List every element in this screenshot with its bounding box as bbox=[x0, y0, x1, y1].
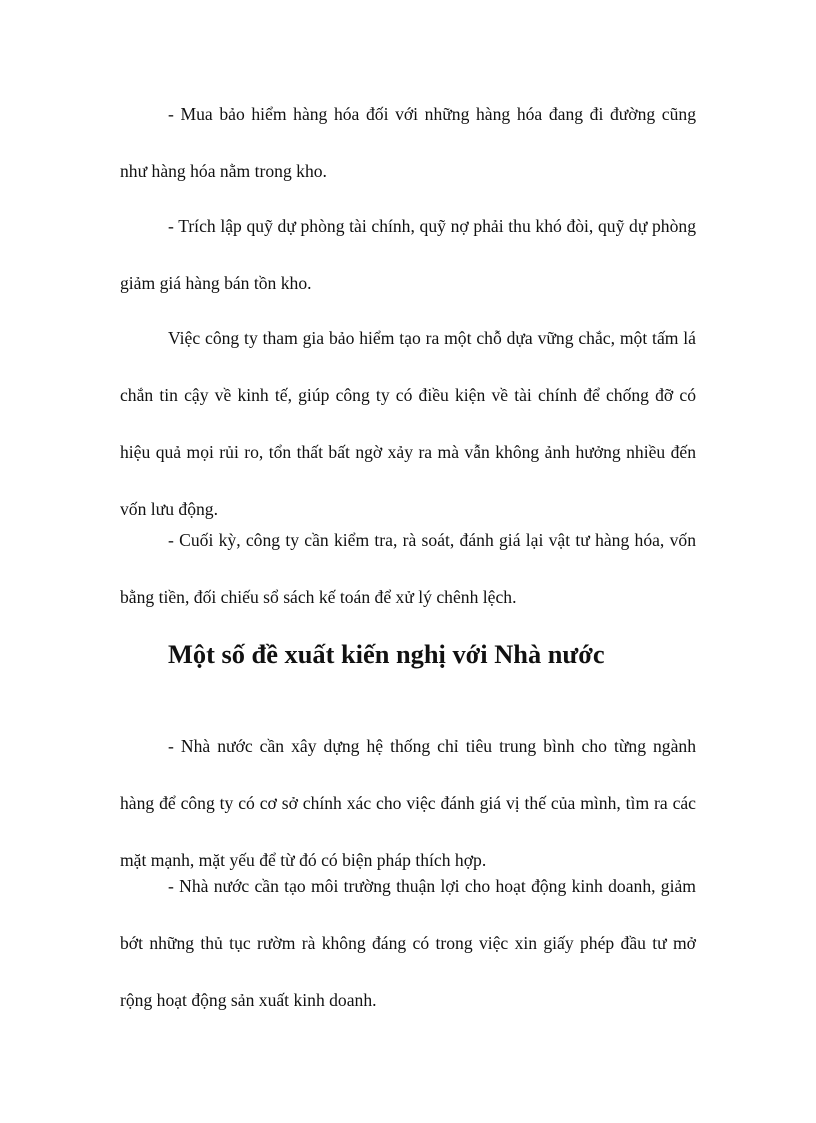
paragraph-indicator-system: - Nhà nước cần xây dựng hệ thống chỉ tiêu trung bình cho từng ngành hàng để công ty có cơ sở chính xác cho việc đánh giá vị thế của mình, tìm ra các mặt mạnh, mặt yếu để từ đó có biện pháp thích hợp. bbox=[120, 736, 696, 870]
document-page bbox=[120, 0, 696, 1123]
paragraph-business-environment: - Nhà nước cần tạo môi trường thuận lợi cho hoạt động kinh doanh, giảm bớt những thủ tục rườm rà không đáng có trong việc xin giấy phép đầu tư mở rộng hoạt động sản xuất kinh doanh. bbox=[120, 876, 696, 1010]
paragraph-period-end-review: - Cuối kỳ, công ty cần kiểm tra, rà soát, đánh giá lại vật tư hàng hóa, vốn bằng tiền, đối chiếu sổ sách kế toán để xử lý chênh lệch. bbox=[120, 530, 696, 607]
paragraph-insurance: - Mua bảo hiểm hàng hóa đối với những hàng hóa đang đi đường cũng như hàng hóa nằm trong kho. bbox=[120, 104, 696, 181]
paragraph-insurance-benefit: Việc công ty tham gia bảo hiểm tạo ra một chỗ dựa vững chắc, một tấm lá chắn tin cậy về kinh tế, giúp công ty có điều kiện về tài chính để chống đỡ có hiệu quả mọi rủi ro, tổn thất bất ngờ xảy ra mà vẫn không ảnh hưởng nhiều đến vốn lưu động. bbox=[120, 328, 696, 519]
paragraph-reserve-funds: - Trích lập quỹ dự phòng tài chính, quỹ nợ phải thu khó đòi, quỹ dự phòng giảm giá hàng bán tồn kho. bbox=[120, 216, 696, 293]
section-heading: Một số đề xuất kiến nghị với Nhà nước bbox=[168, 639, 605, 669]
